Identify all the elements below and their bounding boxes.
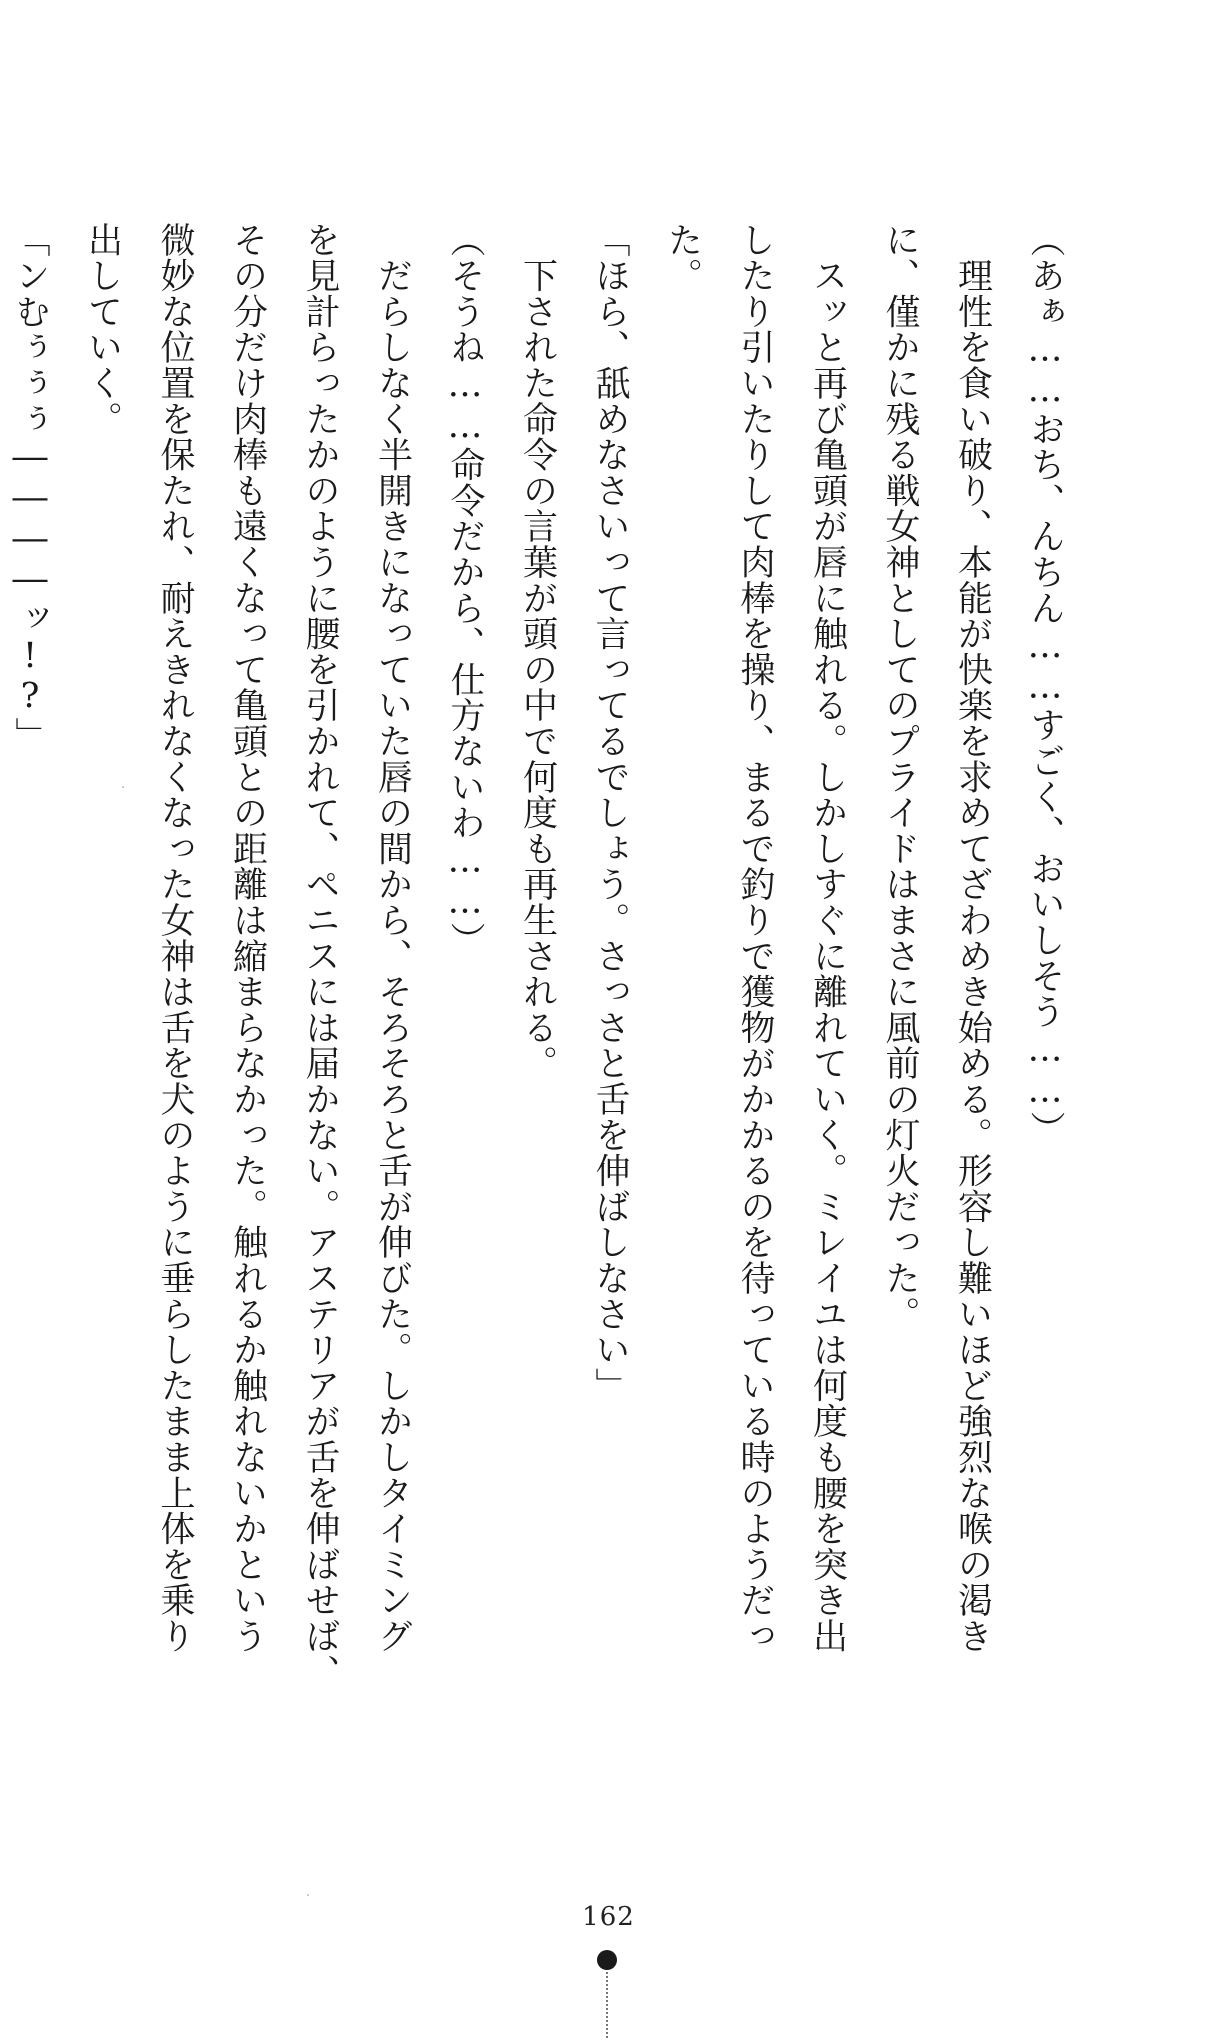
text-line: た。 <box>662 222 703 294</box>
text-line: スッと再び亀頭が唇に触れる。しかしすぐに離れていく。ミレイユは何度も腰を突き出 <box>807 222 848 1654</box>
text-line: 理性を食い破り、本能が快楽を求めてざわめき始める。形容し難いほど強烈な喉の渇き <box>952 222 993 1654</box>
text-line: （あぁ……おち、んちん……すごく、おいしそう……） <box>1025 222 1065 1147</box>
scan-speck <box>307 1894 309 1896</box>
text-line: 下された命令の言葉が頭の中で何度も再生される。 <box>517 222 558 1082</box>
text-line: 微妙な位置を保たれ、耐えきれなくなった女神は舌を犬のように垂らしたまま上体を乗り <box>155 222 195 1654</box>
text-line: 出していく。 <box>82 222 123 437</box>
text-line: を見計らったかのように腰を引かれて、ペニスには届かない。アステリアが舌を伸ばせば、 <box>300 222 340 1690</box>
page-number: 162 <box>582 1902 635 1932</box>
page-marker-rule <box>606 1972 608 2038</box>
vertical-text-body <box>0 222 1081 1690</box>
text-line: その分だけ肉棒も遠くなって亀頭との距離は縮まらなかった。触れるか触れないかという <box>227 222 268 1654</box>
page-marker-dot <box>597 1950 617 1970</box>
scan-speck <box>122 786 124 788</box>
text-line: 「ほら、舐めなさいって言ってるでしょう。さっさと舌を伸ばしなさい」 <box>590 222 630 1404</box>
text-line: したり引いたりして肉棒を操り、まるで釣りで獲物がかかるのを待っている時のようだっ <box>735 222 775 1654</box>
text-line: 「ンむぅぅぅ――――ッ!?」 <box>10 222 50 754</box>
text-line: に、僅かに残る戦女神としてのプライドはまさに風前の灯火だった。 <box>880 222 920 1332</box>
text-line: だらしなく半開きになっていた唇の間から、そろそろと舌が伸びた。しかしタイミング <box>372 222 413 1654</box>
text-line: （そうね……命令だから、仕方ないわ……） <box>445 222 485 958</box>
